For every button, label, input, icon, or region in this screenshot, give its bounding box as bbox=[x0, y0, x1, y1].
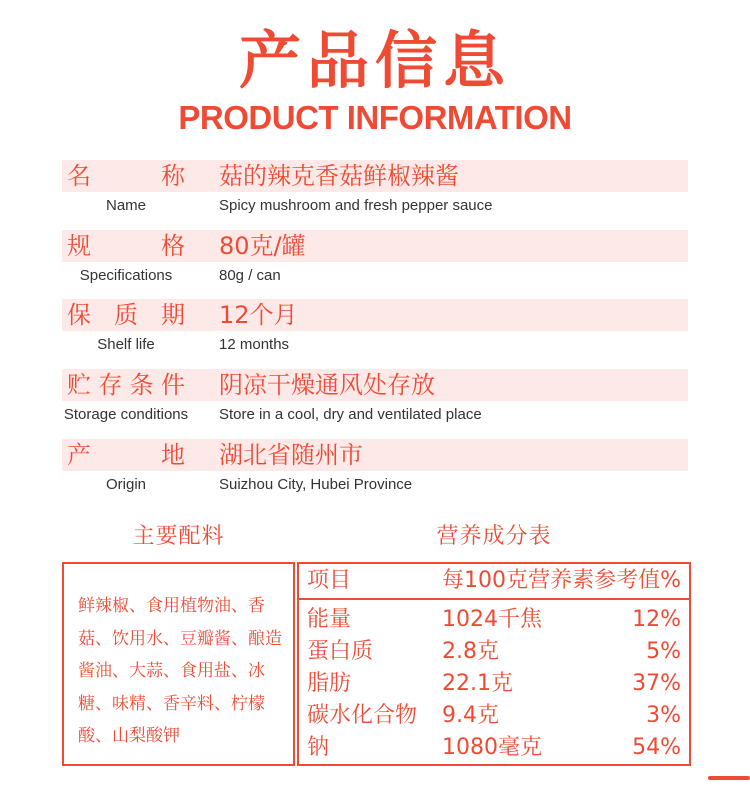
row-per100: 9.4克 bbox=[442, 703, 499, 728]
origin-value-en: Suizhou City, Hubei Province bbox=[219, 476, 413, 493]
page-title-en: PRODUCT INFORMATION bbox=[178, 99, 572, 136]
table-row bbox=[299, 700, 689, 732]
info-row-shelf bbox=[62, 299, 688, 369]
storage-label-en: Storage conditions bbox=[63, 406, 189, 423]
spec-value-cn: 80克/罐 bbox=[219, 232, 306, 260]
header-per100: 每100克 bbox=[442, 568, 528, 593]
spec-label-en: Specifications bbox=[79, 267, 173, 284]
info-row-origin bbox=[62, 439, 688, 509]
shelf-value-en: 12 months bbox=[219, 336, 290, 353]
spec-value-en: 80g / can bbox=[219, 267, 281, 284]
name-label-cn: 名称 bbox=[67, 162, 185, 190]
decorative-stroke bbox=[708, 776, 750, 780]
row-nrv: 12% bbox=[632, 607, 681, 632]
info-row-name bbox=[62, 160, 688, 230]
row-nrv: 37% bbox=[632, 671, 681, 696]
header-item: 项目 bbox=[307, 568, 352, 593]
info-row-spec bbox=[62, 230, 688, 300]
shelf-label-en: Shelf life bbox=[97, 336, 155, 353]
row-per100: 1024千焦 bbox=[442, 607, 542, 632]
shelf-label-cn: 保质期 bbox=[67, 301, 185, 329]
row-item: 脂肪 bbox=[307, 671, 352, 696]
origin-value-cn: 湖北省随州市 bbox=[219, 441, 363, 469]
row-item: 碳水化合物 bbox=[307, 703, 418, 728]
info-row-storage bbox=[62, 369, 688, 439]
table-row bbox=[299, 636, 689, 668]
ingredients-box bbox=[62, 562, 295, 766]
table-row bbox=[299, 732, 689, 764]
ingredients-title: 主要配料 bbox=[132, 524, 225, 549]
row-nrv: 5% bbox=[646, 639, 681, 664]
header-nrv: 营养素参考值% bbox=[528, 568, 681, 593]
origin-label-cn: 产地 bbox=[67, 441, 185, 469]
name-value-en: Spicy mushroom and fresh pepper sauce bbox=[219, 197, 493, 214]
row-item: 能量 bbox=[307, 607, 352, 632]
spec-label-cn: 规格 bbox=[67, 232, 185, 260]
table-row bbox=[299, 604, 689, 636]
storage-label-cn: 贮存条件 bbox=[67, 371, 185, 399]
page-title-cn: 产品信息 bbox=[238, 24, 511, 97]
row-per100: 22.1克 bbox=[442, 671, 513, 696]
nutrition-table bbox=[297, 562, 691, 766]
row-nrv: 3% bbox=[646, 703, 681, 728]
name-value-cn: 菇的辣克香菇鲜椒辣酱 bbox=[219, 162, 459, 190]
origin-label-en: Origin bbox=[105, 476, 146, 493]
storage-value-en: Store in a cool, dry and ventilated place bbox=[219, 406, 482, 423]
nutrition-header-row bbox=[299, 564, 689, 600]
nutrition-title: 营养成分表 bbox=[436, 524, 552, 549]
shelf-value-cn: 12个月 bbox=[219, 301, 298, 329]
row-item: 钠 bbox=[307, 735, 330, 760]
ingredients-text: 鲜辣椒、食用植物油、香菇、饮用水、豆瓣酱、酿造酱油、大蒜、食用盐、冰糖、味精、香辛料、柠檬酸、山梨酸钾 bbox=[78, 596, 282, 746]
name-label-en: Name bbox=[105, 197, 146, 214]
row-per100: 1080毫克 bbox=[442, 735, 542, 760]
table-row bbox=[299, 668, 689, 700]
storage-value-cn: 阴凉干燥通风处存放 bbox=[219, 371, 435, 399]
row-item: 蛋白质 bbox=[307, 639, 374, 664]
row-per100: 2.8克 bbox=[442, 639, 499, 664]
row-nrv: 54% bbox=[632, 735, 681, 760]
